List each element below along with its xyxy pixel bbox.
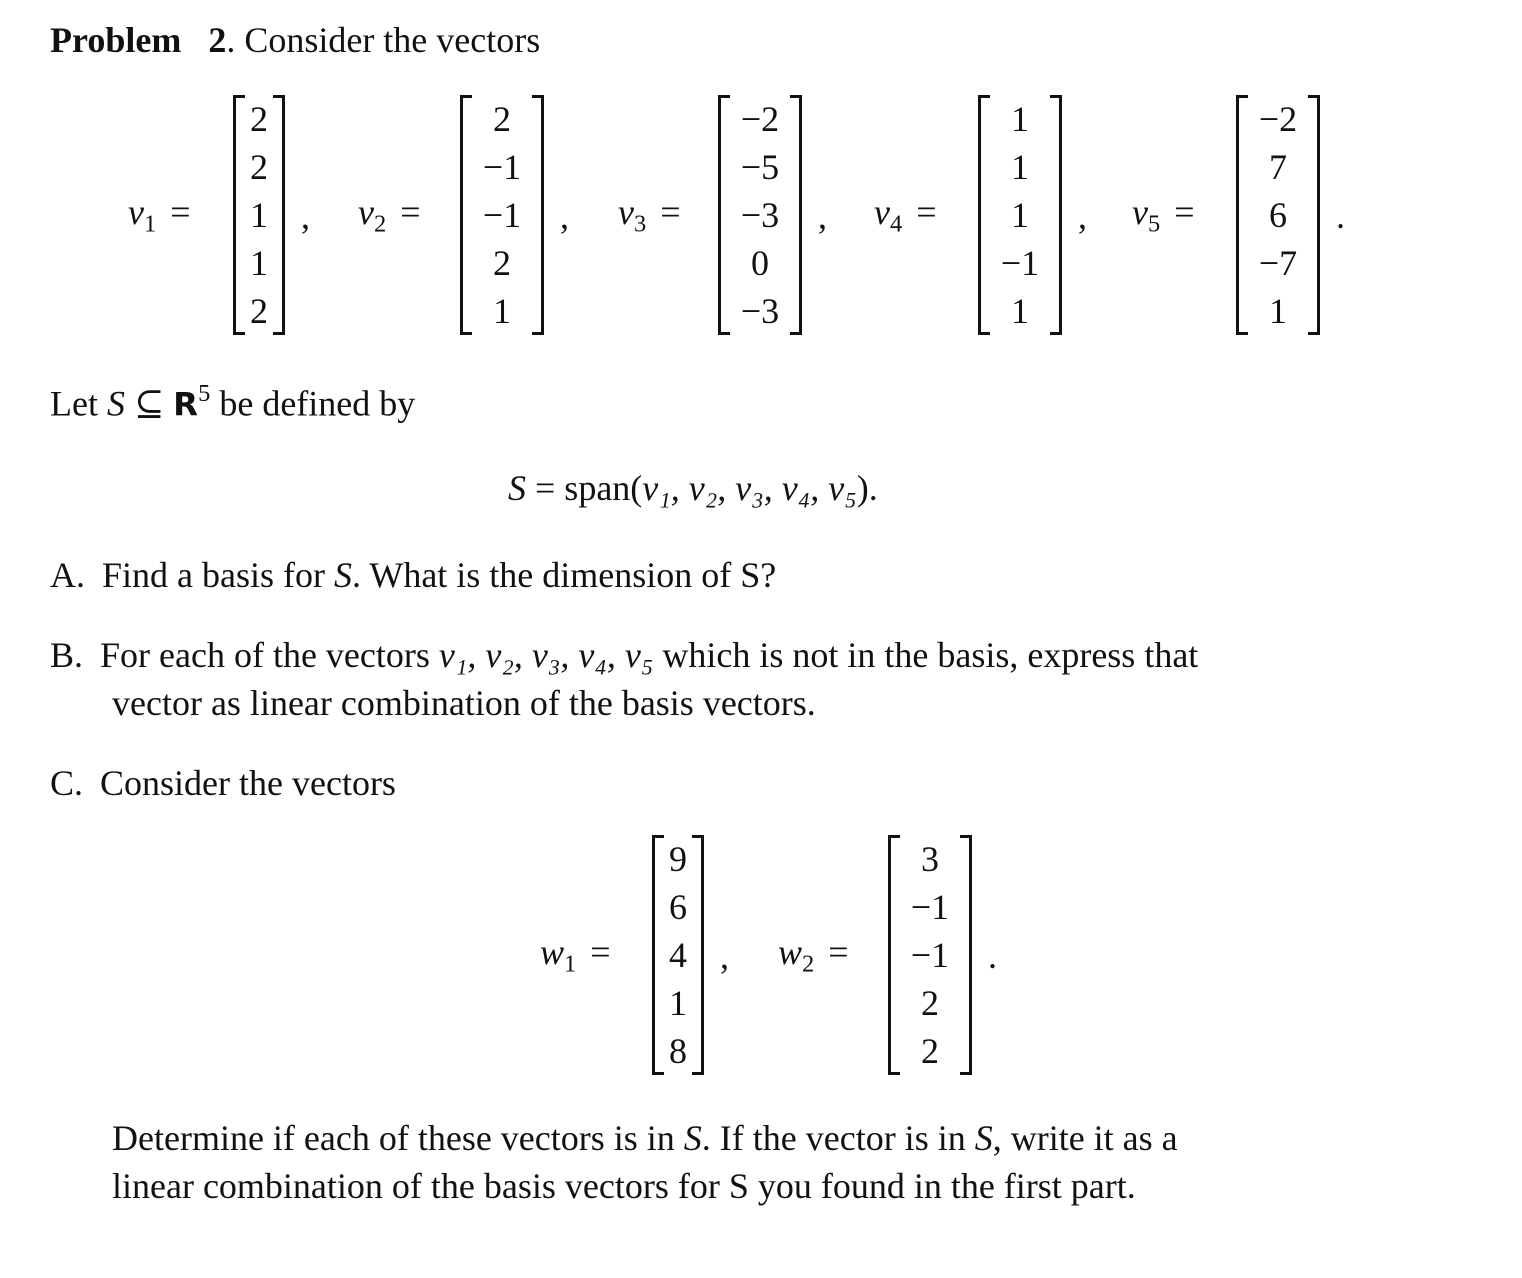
part-b-line2: vector as linear combination of the basis vectors. <box>112 683 816 723</box>
vector-name <box>618 191 681 238</box>
span-close: ). <box>856 468 878 508</box>
part-a <box>50 557 776 593</box>
vector-entry: 0 <box>751 243 769 283</box>
part-b-text-2: which is not in the basis, express that <box>653 635 1199 675</box>
vector-entry: −1 <box>482 147 522 187</box>
vector-entry: −1 <box>1000 243 1040 283</box>
vector-entry: 1 <box>1011 291 1029 331</box>
part-a-set: S <box>333 555 352 595</box>
vector-entry: −1 <box>910 887 950 927</box>
vector-matrix <box>888 835 972 1075</box>
comma: , <box>818 196 827 236</box>
vector-entries <box>981 95 1059 335</box>
part-c <box>50 765 396 801</box>
vector-symbol: v <box>1132 192 1148 232</box>
closing-t3: , write it as a <box>992 1118 1178 1158</box>
vector-entry: 2 <box>250 99 268 139</box>
problem-number: 2 <box>208 20 227 60</box>
span-lhs: S <box>508 468 526 508</box>
comma: , <box>1078 196 1087 236</box>
vector-matrix <box>718 95 802 335</box>
vector-matrix <box>460 95 544 335</box>
vector-entry: −7 <box>1258 243 1298 283</box>
vector-entry: 1 <box>1011 147 1029 187</box>
vector-matrix <box>233 95 285 335</box>
vector-entry: 2 <box>250 147 268 187</box>
vector-entry: 2 <box>250 291 268 331</box>
problem-intro: . Consider the vectors <box>226 20 541 60</box>
vector-entry: 2 <box>921 983 939 1023</box>
vector-name <box>1132 191 1195 238</box>
span-args: v₁, v₂, v₃, v₄, v₅ <box>642 468 857 508</box>
vector-entry: −1 <box>482 195 522 235</box>
vector-entry: 1 <box>1269 291 1287 331</box>
let-prefix: Let <box>50 383 107 424</box>
vector-entry: −2 <box>1258 99 1298 139</box>
vector-entry: 1 <box>1011 195 1029 235</box>
part-a-text-1: Find a basis for <box>102 555 334 595</box>
vector-entry: 6 <box>1269 195 1287 235</box>
vector-symbol: v <box>618 192 634 232</box>
equals-sign: = <box>170 192 191 232</box>
vector-entry: 2 <box>921 1031 939 1071</box>
vector-entry: −1 <box>910 935 950 975</box>
vector-entry: 1 <box>669 983 687 1023</box>
part-b <box>50 637 1198 673</box>
vector-subscript: 4 <box>889 210 903 238</box>
vector-matrix <box>1236 95 1320 335</box>
problem-heading <box>50 22 540 58</box>
period: . <box>988 936 997 976</box>
vector-name <box>778 931 849 978</box>
vector-name <box>358 191 421 238</box>
problem-label: Problem <box>50 20 182 60</box>
part-b-text-1: For each of the vectors <box>100 635 439 675</box>
vector-name <box>540 931 611 978</box>
vector-entries <box>655 835 701 1075</box>
equals-sign: = <box>916 192 937 232</box>
span-equation <box>508 470 878 506</box>
vector-entry: −3 <box>740 195 780 235</box>
part-a-text-2: . What is the dimension of S? <box>351 555 777 595</box>
let-suffix: be defined by <box>210 383 416 424</box>
vector-name <box>874 191 937 238</box>
vector-symbol: v <box>874 192 890 232</box>
vector-subscript: 2 <box>373 210 387 238</box>
vector-entry: −5 <box>740 147 780 187</box>
vector-subscript: 2 <box>802 950 815 978</box>
equals-sign: = <box>660 192 681 232</box>
closing-line-2: linear combination of the basis vectors for S you found in the first part. <box>112 1166 1136 1206</box>
vector-entry: −2 <box>740 99 780 139</box>
equals-sign: = <box>400 192 421 232</box>
part-b-vars: v₁, v₂, v₃, v₄, v₅ <box>438 635 654 675</box>
part-b-label: B. <box>50 635 84 675</box>
vector-entry: 7 <box>1269 147 1287 187</box>
vector-entry: 9 <box>669 839 687 879</box>
vector-symbol: w <box>540 932 565 972</box>
vector-entry: 3 <box>921 839 939 879</box>
vector-entry: −3 <box>740 291 780 331</box>
vector-entry: 2 <box>493 243 511 283</box>
vector-subscript: 3 <box>633 210 647 238</box>
let-line <box>50 382 415 422</box>
equals-sign: = <box>828 932 849 972</box>
part-a-label: A. <box>50 555 85 595</box>
vector-entry: 1 <box>1011 99 1029 139</box>
vector-entry: 2 <box>493 99 511 139</box>
vector-entry: 1 <box>250 243 268 283</box>
vector-entry: 1 <box>493 291 511 331</box>
vector-entry: 4 <box>669 935 687 975</box>
equals-sign: = <box>1174 192 1195 232</box>
vector-entries <box>236 95 282 335</box>
vector-entries <box>463 95 541 335</box>
comma: , <box>301 196 310 236</box>
vector-entries <box>891 835 969 1075</box>
vector-entry: 1 <box>250 195 268 235</box>
vector-entry: 6 <box>669 887 687 927</box>
part-c-label: C. <box>50 763 84 803</box>
vector-entries <box>721 95 799 335</box>
closing-set-1: S <box>683 1118 702 1158</box>
vector-symbol: v <box>128 192 144 232</box>
vector-symbol: w <box>778 932 803 972</box>
set-symbol: S <box>106 383 125 424</box>
subset-symbol: ⊆ <box>124 383 174 424</box>
period: . <box>1336 196 1345 236</box>
vector-symbol: v <box>358 192 374 232</box>
closing-line-1 <box>112 1120 1178 1156</box>
equals-sign: = <box>590 932 611 972</box>
field-exponent: 5 <box>198 380 211 407</box>
closing-t2: . If the vector is in <box>701 1118 975 1158</box>
closing-t1: Determine if each of these vectors is in <box>112 1118 684 1158</box>
vector-name <box>128 191 191 238</box>
vector-subscript: 1 <box>564 950 577 978</box>
closing-set-2: S <box>974 1118 993 1158</box>
vector-matrix <box>978 95 1062 335</box>
real-field-symbol: R <box>173 385 199 424</box>
vector-subscript: 5 <box>1147 210 1161 238</box>
span-eq: = span( <box>526 468 643 508</box>
comma: , <box>560 196 569 236</box>
vector-entry: 8 <box>669 1031 687 1071</box>
vector-entries <box>1239 95 1317 335</box>
comma: , <box>720 936 729 976</box>
vector-subscript: 1 <box>143 210 157 238</box>
part-c-text: Consider the vectors <box>100 763 396 803</box>
vector-matrix <box>652 835 704 1075</box>
